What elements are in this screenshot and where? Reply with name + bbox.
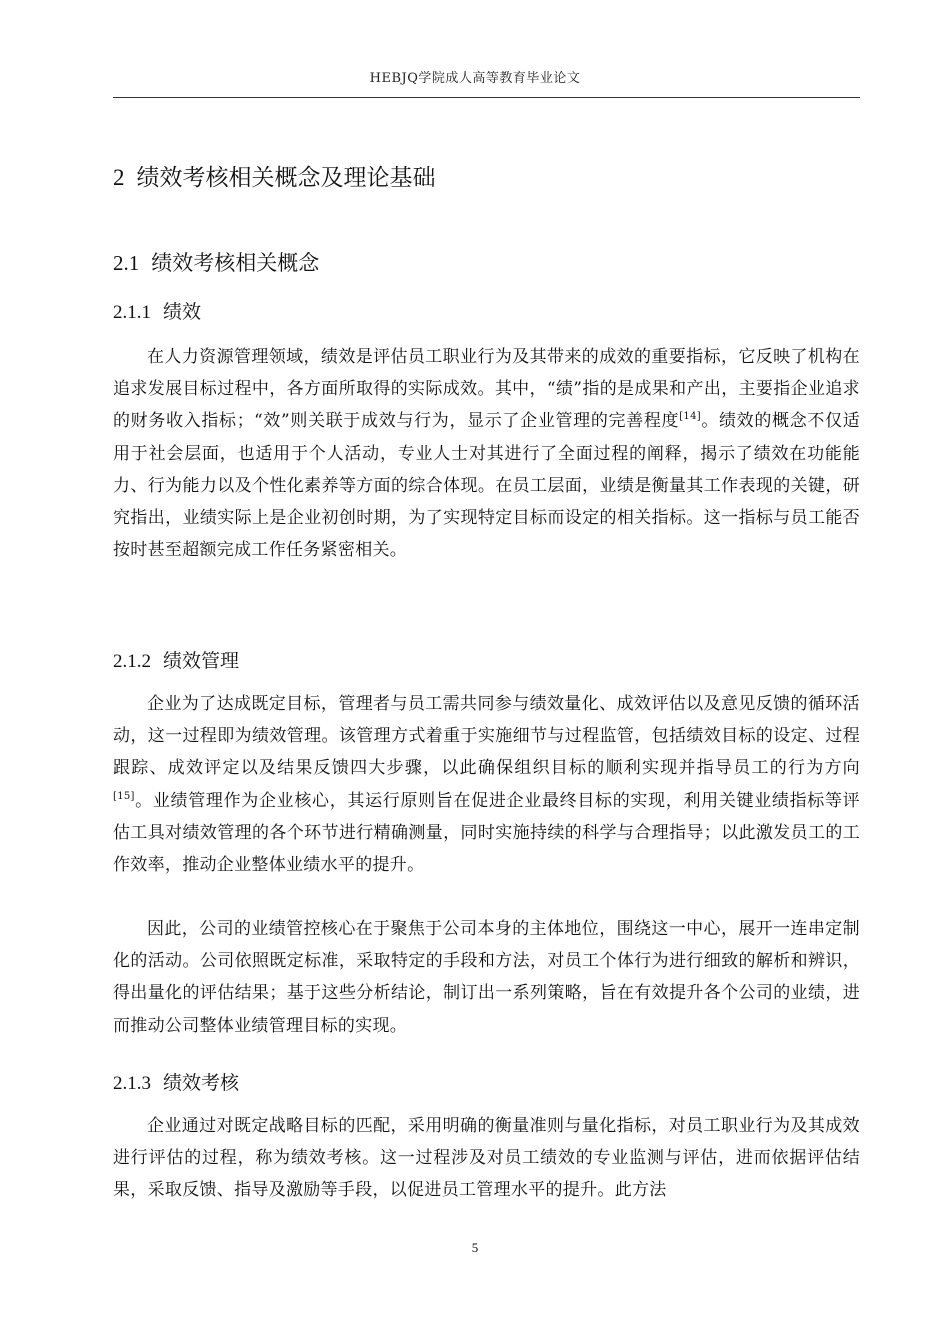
subsection-number: 2.1.2 xyxy=(113,651,151,672)
subsection-title: 绩效 xyxy=(163,301,202,323)
paragraph-text: 企业为了达成既定目标，管理者与员工需共同参与绩效量化、成效评估以及意见反馈的循环活动，这一过程即为绩效管理。该管理方式着重于实施细节与过程监管，包括绩效目标的设定、过程跟踪、成效评定以及结果反馈四大步骤，以此确保组织目标的顺利实现并指导员工的行为方向 xyxy=(113,694,860,779)
paragraph-management-core xyxy=(113,913,860,1042)
section-heading xyxy=(113,247,319,279)
subsection-heading-performance-management xyxy=(113,646,239,677)
paragraph-performance-definition xyxy=(113,341,860,566)
page-header-title: HEBJQ学院成人高等教育毕业论文 xyxy=(369,71,581,86)
subsection-heading-performance xyxy=(113,297,201,328)
subsection-heading-performance-appraisal xyxy=(113,1068,239,1099)
paragraph-appraisal-definition xyxy=(113,1110,860,1207)
chapter-number: 2 xyxy=(113,165,125,190)
page-number: 5 xyxy=(471,1240,479,1255)
chapter-title: 绩效考核相关概念及理论基础 xyxy=(136,165,436,191)
citation-ref: [15] xyxy=(113,790,135,802)
paragraph-text: 。业绩管理作为企业核心，其运行原则旨在促进企业最终目标的实现，利用关键业绩指标等评估工具对绩效管理的各个环节进行精确测量，同时实施持续的科学与合理指导；以此激发员工的工作效率，推动企业整体业绩水平的提升。 xyxy=(113,790,860,876)
citation-ref: [14] xyxy=(679,411,701,423)
section-number: 2.1 xyxy=(113,251,140,275)
subsection-number: 2.1.1 xyxy=(113,302,151,323)
section-title: 绩效考核相关概念 xyxy=(151,251,320,275)
subsection-title: 绩效考核 xyxy=(163,1072,240,1094)
paragraph-management-definition xyxy=(113,688,860,881)
header-divider xyxy=(113,97,860,98)
paragraph-text: 因此，公司的业绩管控核心在于聚焦于公司本身的主体地位，围绕这一中心，展开一连串定制化的活动。公司依照既定标准，采取特定的手段和方法，对员工个体行为进行细致的解析和辨识，得出量化的评估结果；基于这些分析结论，制订出一系列策略，旨在有效提升各个公司的业绩，进而推动公司整体业绩管理目标的实现。 xyxy=(113,919,860,1036)
paragraph-text: 企业通过对既定战略目标的匹配，采用明确的衡量准则与量化指标，对员工职业行为及其成效进行评估的过程，称为绩效考核。这一过程涉及对员工绩效的专业监测与评估，进而依据评估结果，采取反馈、指导及激励等手段，以促进员工管理水平的提升。此方法 xyxy=(113,1116,860,1201)
subsection-number: 2.1.3 xyxy=(113,1073,151,1094)
paragraph-text: 。绩效的概念不仅适用于社会层面，也适用于个人活动，专业人士对其进行了全面过程的阐释，揭示了绩效在功能能力、行为能力以及个性化素养等方面的综合体现。在员工层面，业绩是衡量其工作表现的关键，研究指出，业绩实际上是企业初创时期，为了实现特定目标而设定的相关指标。这一指标与员工能否按时甚至超额完成工作任务紧密相关。 xyxy=(113,411,861,561)
chapter-heading xyxy=(113,160,436,196)
subsection-title: 绩效管理 xyxy=(163,650,240,672)
paragraph-text: 在人力资源管理领域，绩效是评估员工职业行为及其带来的成效的重要指标，它反映了机构在追求发展目标过程中，各方面所取得的实际成效。其中，“绩”指的是成果和产出，主要指企业追求的财务收入指标；“效”则关联于成效与行为，显示了企业管理的完善程度 xyxy=(113,347,860,432)
